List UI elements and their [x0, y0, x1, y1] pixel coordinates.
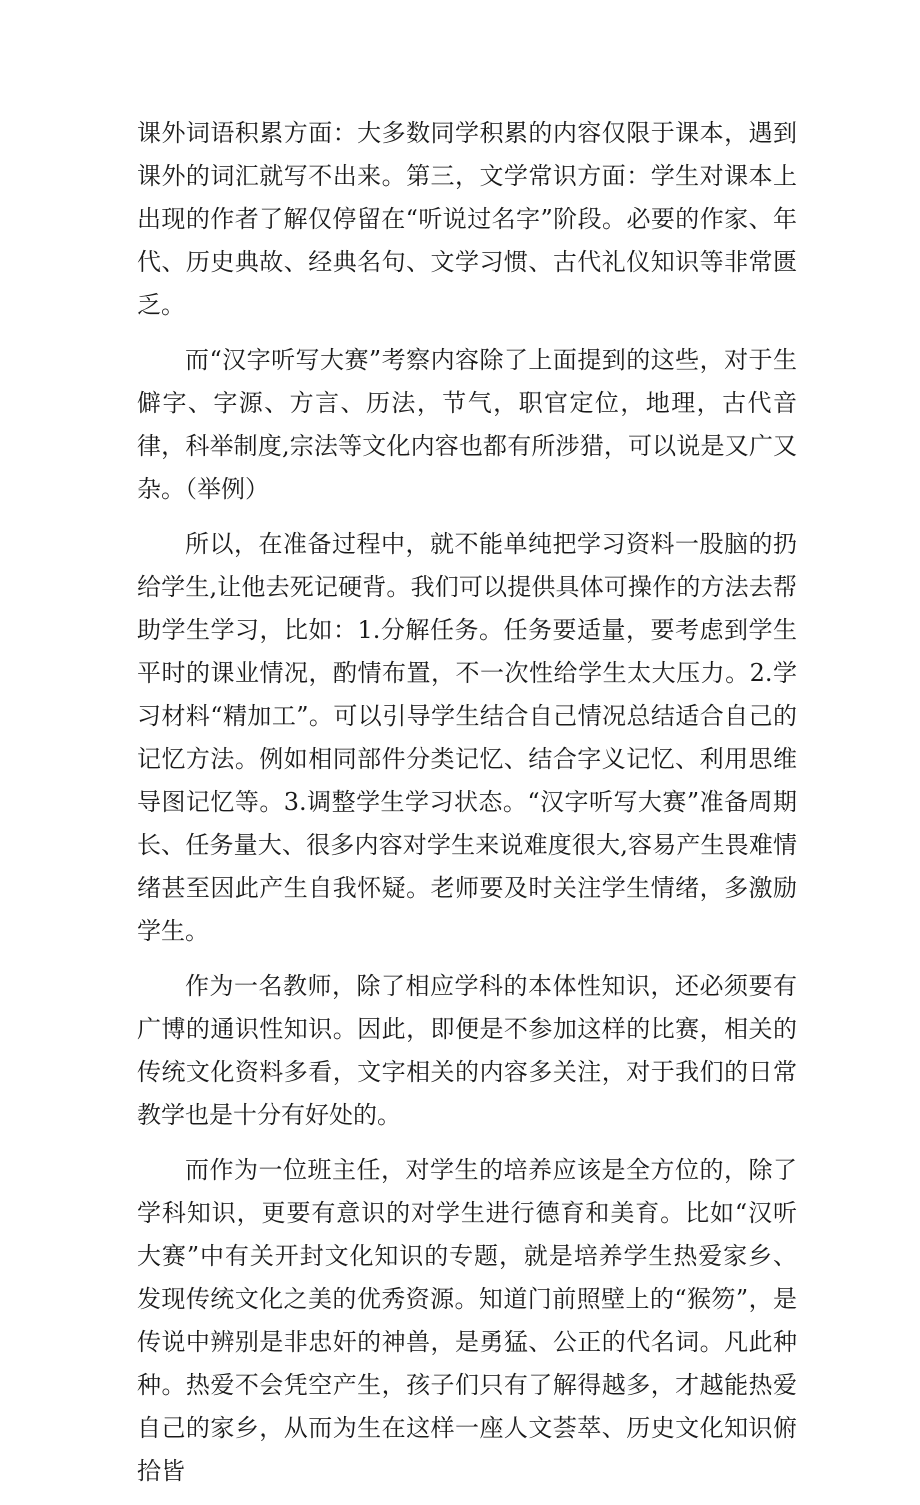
paragraph-competition-content: 而“汉字听写大赛”考察内容除了上面提到的这些，对于生僻字、字源、方言、历法，节气，职官定位，地理，古代音律，科举制度,宗法等文化内容也都有所涉猎，可以说是又广又杂。（举例） [137, 346, 797, 503]
paragraph-teacher-knowledge: 作为一名教师，除了相应学科的本体性知识，还必须要有广博的通识性知识。因此，即便是不参加这样的比赛，相关的传统文化资料多看，文字相关的内容多关注，对于我们的日常教学也是十分有好处的。 [137, 972, 797, 1129]
paragraph-continuation: 课外词语积累方面：大多数同学积累的内容仅限于课本，遇到课外的词汇就写不出来。第三，文学常识方面：学生对课本上出现的作者了解仅停留在“听说过名字”阶段。必要的作家、年代、历史典故、经典名句、文学习惯、古代礼仪知识等非常匮乏。 [137, 119, 797, 319]
paragraph-head-teacher: 而作为一位班主任，对学生的培养应该是全方位的，除了学科知识，更要有意识的对学生进行德育和美育。比如“汉听大赛”中有关开封文化知识的专题，就是培养学生热爱家乡、发现传统文化之美的优秀资源。知道门前照壁上的“猴笏”，是传说中辨别是非忠奸的神兽，是勇猛、公正的代名词。凡此种种。热爱不会凭空产生，孩子们只有了解得越多，才越能热爱自己的家乡，从而为生在这样一座人文荟萃、历史文化知识俯拾皆 [137, 1156, 797, 1485]
document-body [137, 112, 797, 1505]
paragraph-preparation-methods: 所以，在准备过程中，就不能单纯把学习资料一股脑的扔给学生,让他去死记硬背。我们可以提供具体可操作的方法去帮助学生学习，比如：1.分解任务。任务要适量，要考虑到学生平时的课业情况，酌情布置，不一次性给学生太大压力。2.学习材料“精加工”。可以引导学生结合自己情况总结适合自己的记忆方法。例如相同部件分类记忆、结合字义记忆、利用思维导图记忆等。3.调整学生学习状态。“汉字听写大赛”准备周期长、任务量大、很多内容对学生来说难度很大,容易产生畏难情绪甚至因此产生自我怀疑。老师要及时关注学生情绪，多激励学生。 [137, 530, 797, 945]
